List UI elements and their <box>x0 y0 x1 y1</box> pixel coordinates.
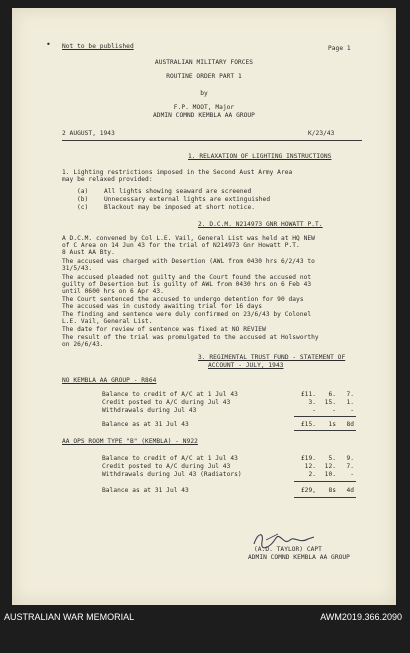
ledger-pence: 7. <box>346 463 354 470</box>
ledger-label: Withdrawals during Jul 43 (Radiators) <box>102 471 242 478</box>
total-rule <box>294 430 356 431</box>
ledger-total-label: Balance as at 31 Jul 43 <box>102 487 189 494</box>
ledger-pounds: 12. <box>304 463 316 470</box>
ledger-total-shillings: 1s <box>328 421 336 428</box>
section2-line: guilty of Desertion but is guilty of AWL from 0430 hrs on 6 Feb 43 <box>62 281 312 288</box>
section3-heading: 3. REGIMENTAL TRUST FUND - STATEMENT OF <box>198 354 346 361</box>
item-text: Unnecessary external lights are extinguished <box>104 196 271 203</box>
archive-footer <box>0 612 410 628</box>
section1-intro: 1. Lighting restrictions imposed in the Second Aust Army Area <box>62 169 293 176</box>
ledger-label: Withdrawals during Jul 43 <box>102 407 197 414</box>
officer-name: F.P. MOOT, Major <box>173 104 235 111</box>
ledger-pounds: £11. <box>300 391 316 398</box>
restriction-note: Not to be published <box>62 43 134 50</box>
by-line: by <box>200 90 208 97</box>
ledger-total-pence: 8d <box>346 421 354 428</box>
section2-line: The accused was charged with Desertion (AWL from 0430 hrs 6/2/43 to <box>62 258 315 265</box>
ledger-pounds: 3. <box>308 399 316 406</box>
document-title: ROUTINE ORDER PART 1 <box>166 73 242 80</box>
ledger-pence: 1. <box>346 399 354 406</box>
subtotal-rule <box>294 416 356 417</box>
section3-heading-cont: ACCOUNT - JULY, 1943 <box>208 362 284 369</box>
section2-line: The Court sentenced the accused to undergo detention for 90 days <box>62 296 304 303</box>
ledger-shillings: 5. <box>328 455 336 462</box>
ledger-shillings: 15. <box>324 399 336 406</box>
ledger-pence: - <box>350 471 354 478</box>
subtotal-rule <box>294 481 356 482</box>
ledger-pounds: 2. <box>308 471 316 478</box>
accession-number: AWM2019.366.2090 <box>320 612 402 622</box>
section2-line: The finding and sentence were duly confirmed on 23/6/43 by Colonel <box>62 311 312 318</box>
section2-line: The date for review of sentence was fixed at NO REVIEW <box>62 326 266 333</box>
section2-line: The result of the trial was promulgated to the accused at Holsworthy <box>62 334 319 341</box>
signatory-unit: ADMIN COMND KEMBLA AA GROUP <box>248 554 350 561</box>
item-label: (c) <box>77 204 89 211</box>
ledger-shillings: 12. <box>324 463 336 470</box>
section2-line: The accused pleaded not guilty and the Court found the accused not <box>62 274 312 281</box>
fund-group-title: NO KEMBLA AA GROUP - R864 <box>62 377 157 384</box>
ledger-shillings: - <box>332 407 336 414</box>
ledger-pence: - <box>350 407 354 414</box>
fund-group-title: AA OPS ROOM TYPE "B" (KEMBLA) - N922 <box>62 438 198 445</box>
ledger-label: Credit posted to A/C during Jul 43 <box>102 463 231 470</box>
ledger-pence: 7. <box>346 391 354 398</box>
ledger-shillings: 6. <box>328 391 336 398</box>
ledger-total-label: Balance as at 31 Jul 43 <box>102 421 189 428</box>
ledger-total-pence: 4d <box>346 487 354 494</box>
document-page <box>12 8 396 605</box>
section2-line: until 0600 hrs on 6 Apr 43. <box>62 288 164 295</box>
order-date: 2 AUGUST, 1943 <box>62 130 115 137</box>
ledger-label: Credit posted to A/C during Jul 43 <box>102 399 231 406</box>
item-text: Blackout may be imposed at short notice. <box>104 204 256 211</box>
total-rule <box>294 497 356 498</box>
order-reference: K/23/43 <box>308 130 335 137</box>
section2-line: 8 Aust AA Bty. <box>62 249 115 256</box>
item-text: All lights showing seaward are screened <box>104 188 252 195</box>
signatory-name: (A.D. TAYLOR) CAPT <box>254 546 322 553</box>
section1-intro-cont: may be relaxed provided: <box>62 176 153 183</box>
ledger-pounds: £19. <box>300 455 316 462</box>
ledger-total-shillings: 8s <box>328 487 336 494</box>
item-label: (b) <box>77 196 89 203</box>
section1-heading: 1. RELAXATION OF LIGHTING INSTRUCTIONS <box>188 153 332 160</box>
ledger-total-pounds: £15. <box>300 421 316 428</box>
page-number: Page 1 <box>328 45 351 52</box>
item-label: (a) <box>77 188 89 195</box>
section2-line: 31/5/43. <box>62 265 93 272</box>
institution-label: AUSTRALIAN WAR MEMORIAL <box>4 612 135 622</box>
hole-punch-mark: • <box>46 40 51 49</box>
ledger-shillings: 10. <box>324 471 336 478</box>
ledger-total-pounds: £29, <box>300 487 316 494</box>
ledger-pence: 9. <box>346 455 354 462</box>
section2-heading: 2. D.C.M. N214973 GNR HOWATT P.T. <box>198 221 323 228</box>
section2-line: on 26/6/43. <box>62 341 104 348</box>
section2-line: of C Area on 14 Jun 43 for the trial of N214973 Gnr Howatt P.T. <box>62 242 300 249</box>
org-name: AUSTRALIAN MILITARY FORCES <box>154 59 254 66</box>
ledger-label: Balance to credit of A/C at 1 Jul 43 <box>102 391 238 398</box>
section2-line: L.E. Vail, General List. <box>62 318 153 325</box>
section2-line: The accused was in custody awaiting trial for 16 days <box>62 303 263 310</box>
ledger-label: Balance to credit of A/C at 1 Jul 43 <box>102 455 238 462</box>
ledger-pounds: - <box>312 407 316 414</box>
section2-line: A D.C.M. convened by Col L.E. Vail, General List was held at HQ NEW <box>62 235 315 242</box>
command-name: ADMIN COMND KEMBLA AA GROUP <box>153 112 255 119</box>
header-rule <box>62 140 362 141</box>
